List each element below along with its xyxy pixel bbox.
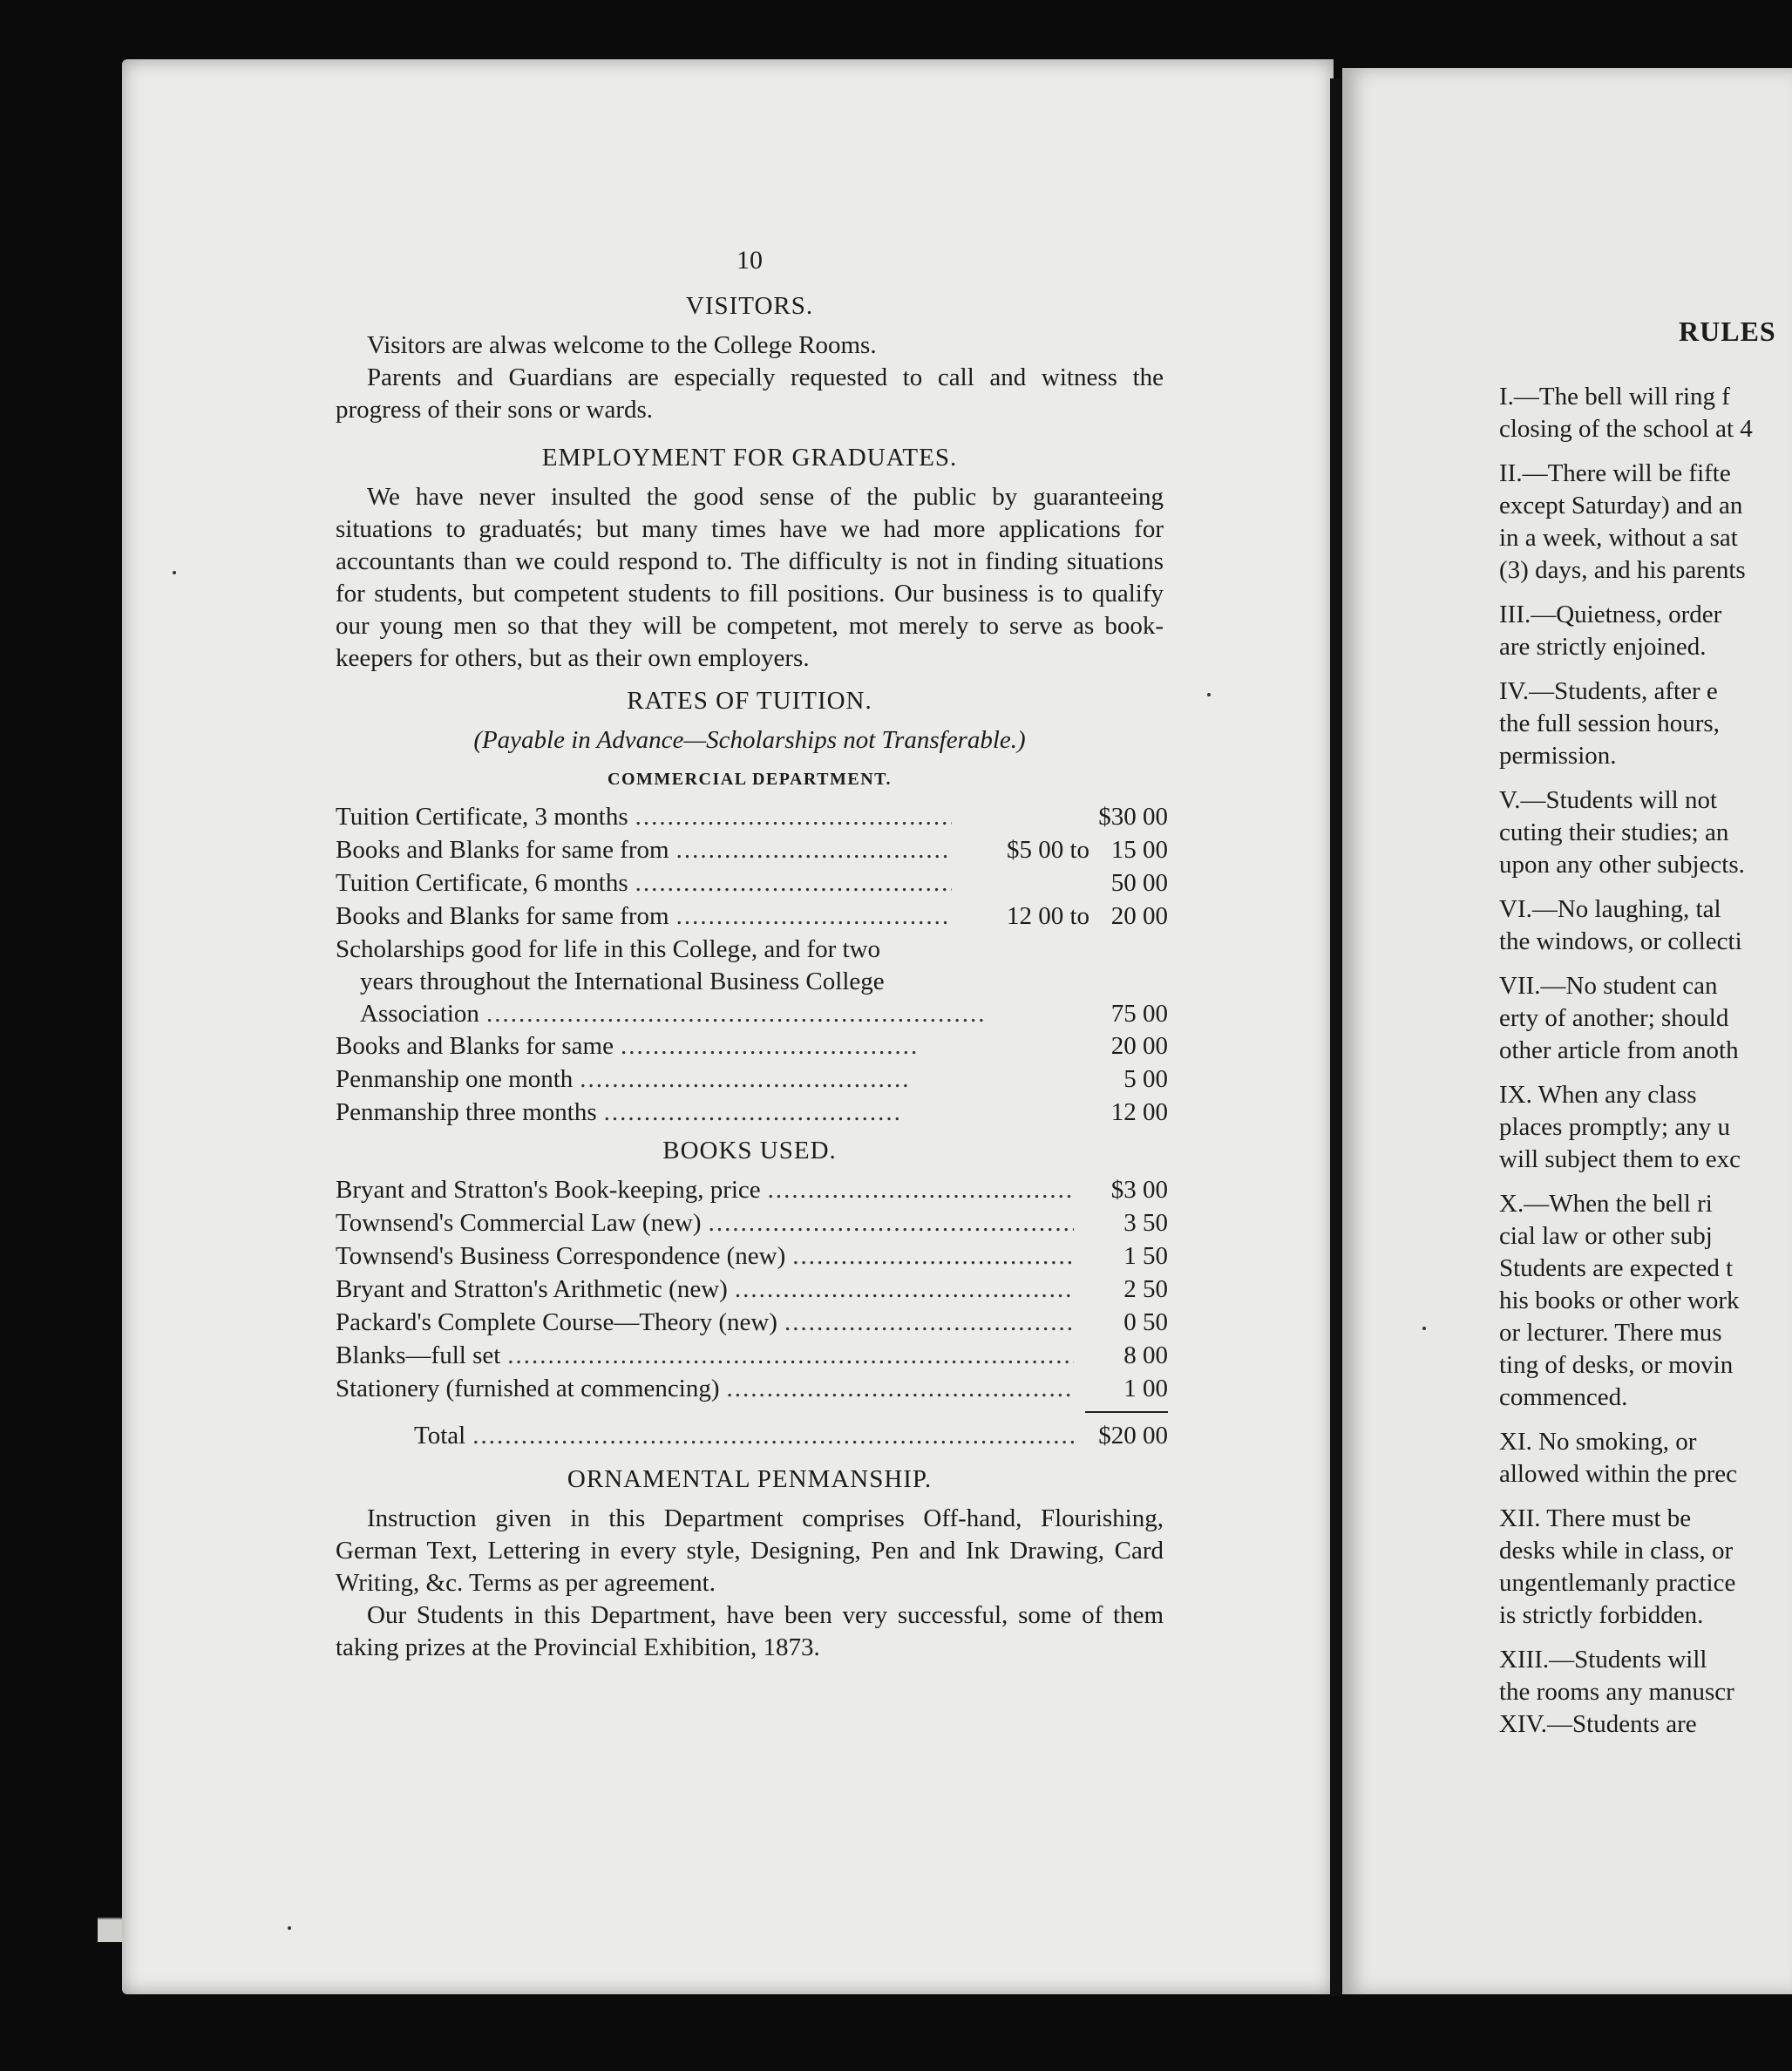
rule-line: permission. (1499, 742, 1617, 770)
book-price: 3 50 (1123, 1209, 1168, 1237)
book-row (336, 1373, 1168, 1406)
leader-dots (727, 1373, 1074, 1405)
rule-line: ungentlemanly practice (1499, 1569, 1736, 1597)
scholarship-amount: 75 00 (1110, 1000, 1168, 1028)
book-price: 8 00 (1123, 1341, 1168, 1369)
leader-dots (604, 1097, 900, 1129)
visitors-paragraph-2: Parents and Guardians are especially requested to call and witness the progress of their sons or wards. (336, 363, 1164, 424)
book-row (336, 1240, 1168, 1273)
rule-line: in a week, without a sat (1499, 524, 1738, 552)
right-page-content (1499, 316, 1792, 1741)
book-title: Blanks—full set (336, 1341, 501, 1369)
scholarship-line: Scholarships good for life in this College, and for two (336, 935, 881, 963)
rule-line: cial law or other subj (1499, 1222, 1713, 1250)
rule-line: or lecturer. There mus (1499, 1319, 1722, 1347)
book-title: Townsend's Commercial Law (new) (336, 1209, 702, 1237)
rule-line: II.—There will be fifte (1499, 459, 1731, 487)
rule-line: X.—When the bell ri (1499, 1190, 1713, 1218)
rule-line: desks while in class, or (1499, 1537, 1734, 1565)
rule-line: ting of desks, or movin (1499, 1351, 1734, 1379)
book-price: $3 00 (1110, 1176, 1168, 1204)
tuition-item-amount: 20 00 (1110, 902, 1168, 930)
tuition-subtitle: (Payable in Advance—Scholarships not Transferable.) (473, 726, 1026, 754)
rule-line: IX. When any class (1499, 1081, 1697, 1109)
leader-dots (621, 1030, 917, 1063)
rule-line: the rooms any manuscr (1499, 1678, 1734, 1706)
rule-line: Students are expected t (1499, 1254, 1734, 1282)
book-row (336, 1273, 1168, 1307)
rule-line: the windows, or collecti (1499, 927, 1742, 955)
tuition-table (336, 801, 1168, 1130)
tuition-item-amount: 20 00 (1110, 1032, 1168, 1060)
paper-speck (288, 1926, 291, 1930)
tuition-item-amount: 12 00 (1110, 1098, 1168, 1126)
tuition-item-label: Penmanship one month (336, 1065, 574, 1093)
rule-line: is strictly forbidden. (1499, 1601, 1704, 1629)
employment-paragraph: We have never insulted the good sense of the public by guaranteeing situations to graduatés; but many times have we had more applications for accountants than we could respond to. The difficulty is not in finding situations for students, but competent students to fill positions. Our business is to qualify our young men so that they will be competent, mot merely to serve as book-keepers for others, but as their own employers. (336, 483, 1164, 672)
leader-dots (768, 1174, 1074, 1206)
leader-dots (486, 998, 988, 1030)
rule-line: are strictly enjoined. (1499, 633, 1707, 661)
rule-line: upon any other subjects. (1499, 851, 1745, 879)
leader-dots (792, 1240, 1074, 1273)
tuition-row (336, 1030, 1168, 1063)
rule-line: VII.—No student can (1499, 972, 1718, 1000)
leader-dots (676, 900, 952, 933)
tuition-item-label: Books and Blanks for same (336, 1032, 614, 1060)
book-price: 0 50 (1123, 1308, 1168, 1336)
paper-speck (1207, 693, 1211, 696)
leader-dots (635, 801, 952, 833)
tuition-item-amount: 5 00 (1123, 1065, 1168, 1093)
rule-line: erty of another; should (1499, 1004, 1729, 1032)
total-label: Total (414, 1422, 466, 1450)
book-title: Bryant and Stratton's Book-keeping, price (336, 1176, 761, 1204)
book-title: Packard's Complete Course—Theory (new) (336, 1308, 777, 1336)
tuition-row (336, 867, 1168, 900)
rule-line: XIII.—Students will (1499, 1646, 1707, 1674)
rule-line: XII. There must be (1499, 1504, 1692, 1532)
rule-line: XI. No smoking, or (1499, 1428, 1697, 1456)
leader-dots (472, 1420, 1074, 1452)
book-price: 1 00 (1123, 1375, 1168, 1402)
tuition-item-amount: $30 00 (1098, 803, 1168, 831)
tuition-row (336, 801, 1168, 834)
employment-heading: EMPLOYMENT FOR GRADUATES. (541, 444, 958, 472)
tuition-row (336, 834, 1168, 867)
books-table (336, 1174, 1168, 1453)
tuition-item-amount: 15 00 (1110, 836, 1168, 864)
book-row (336, 1340, 1168, 1373)
rule-line: commenced. (1499, 1383, 1628, 1411)
leader-dots (735, 1273, 1074, 1306)
tuition-row (336, 900, 1168, 934)
rules-heading: RULES (1679, 316, 1776, 347)
tuition-item-label: Tuition Certificate, 6 months (336, 869, 628, 897)
leader-dots (507, 1340, 1074, 1372)
rule-line: V.—Students will not (1499, 786, 1718, 814)
book-title: Bryant and Stratton's Arithmetic (new) (336, 1275, 728, 1303)
tuition-item-amount: 50 00 (1110, 869, 1168, 897)
rule-line: I.—The bell will ring f (1499, 383, 1730, 411)
visitors-paragraph-1: Visitors are alwas welcome to the College Rooms. (367, 331, 877, 359)
department-heading: COMMERCIAL DEPARTMENT. (608, 770, 892, 789)
book-title: Townsend's Business Correspondence (new) (336, 1242, 786, 1270)
book-row (336, 1307, 1168, 1340)
books-heading: BOOKS USED. (662, 1137, 837, 1165)
leader-dots (784, 1307, 1074, 1339)
tuition-item-label: Tuition Certificate, 3 months (336, 803, 628, 831)
paper-speck (1422, 1327, 1426, 1330)
leader-dots (709, 1207, 1074, 1239)
book-title: Stationery (furnished at commencing) (336, 1375, 720, 1402)
book-row (336, 1174, 1168, 1207)
ornamental-paragraph-2: Our Students in this Department, have been very successful, some of them taking prizes at the Provincial Exhibition, 1873. (336, 1601, 1164, 1661)
leader-dots (635, 867, 952, 900)
rule-line: XIV.—Students are (1499, 1710, 1697, 1738)
ornamental-heading: ORNAMENTAL PENMANSHIP. (567, 1465, 933, 1493)
rule-line: III.—Quietness, order (1499, 601, 1722, 628)
book-gutter (1330, 78, 1341, 1996)
ornamental-paragraph-1: Instruction given in this Department comprises Off-hand, Flourishing, German Text, Lettering in every style, Designing, Pen and Ink Drawing, Card Writing, &c. Terms as per agreement. (336, 1504, 1164, 1597)
rule-line: his books or other work (1499, 1287, 1740, 1314)
scholarship-line: Association (360, 1000, 479, 1028)
page-number: 10 (736, 246, 763, 275)
total-amount: $20 00 (1098, 1422, 1168, 1450)
book-price: 2 50 (1123, 1275, 1168, 1303)
scholarship-line: years throughout the International Business College (360, 968, 885, 995)
rule-line: cuting their studies; an (1499, 818, 1729, 846)
book-price: 1 50 (1123, 1242, 1168, 1270)
rule-line: will subject them to exc (1499, 1145, 1741, 1173)
scholarship-row (336, 934, 1168, 1030)
book-row (336, 1207, 1168, 1240)
rule-line: except Saturday) and an (1499, 492, 1743, 519)
visitors-heading: VISITORS. (685, 292, 814, 320)
left-page-content (336, 244, 1168, 1664)
rule-line: IV.—Students, after e (1499, 677, 1718, 705)
leader-dots (676, 834, 952, 866)
tuition-heading: RATES OF TUITION. (627, 687, 872, 715)
rule-line: places promptly; any u (1499, 1113, 1730, 1141)
rule-line: (3) days, and his parents (1499, 556, 1746, 584)
rule-line: allowed within the prec (1499, 1460, 1737, 1488)
tuition-item-range: $5 00 to (1006, 836, 1089, 864)
rule-line: VI.—No laughing, tal (1499, 895, 1721, 923)
tuition-item-range: 12 00 to (1006, 902, 1089, 930)
scholarship-total-row (336, 998, 1168, 1030)
tuition-row (336, 1063, 1168, 1097)
tuition-item-label: Books and Blanks for same from (336, 902, 669, 930)
total-rule (1085, 1411, 1168, 1413)
rule-line: other article from anoth (1499, 1036, 1739, 1064)
tuition-item-label: Books and Blanks for same from (336, 836, 669, 864)
paper-speck (173, 571, 176, 574)
total-row (336, 1420, 1168, 1453)
rule-line: closing of the school at 4 (1499, 415, 1753, 443)
leader-dots (580, 1063, 911, 1096)
rule-line: the full session hours, (1499, 710, 1720, 737)
tuition-item-label: Penmanship three months (336, 1098, 597, 1126)
tuition-row (336, 1097, 1168, 1130)
